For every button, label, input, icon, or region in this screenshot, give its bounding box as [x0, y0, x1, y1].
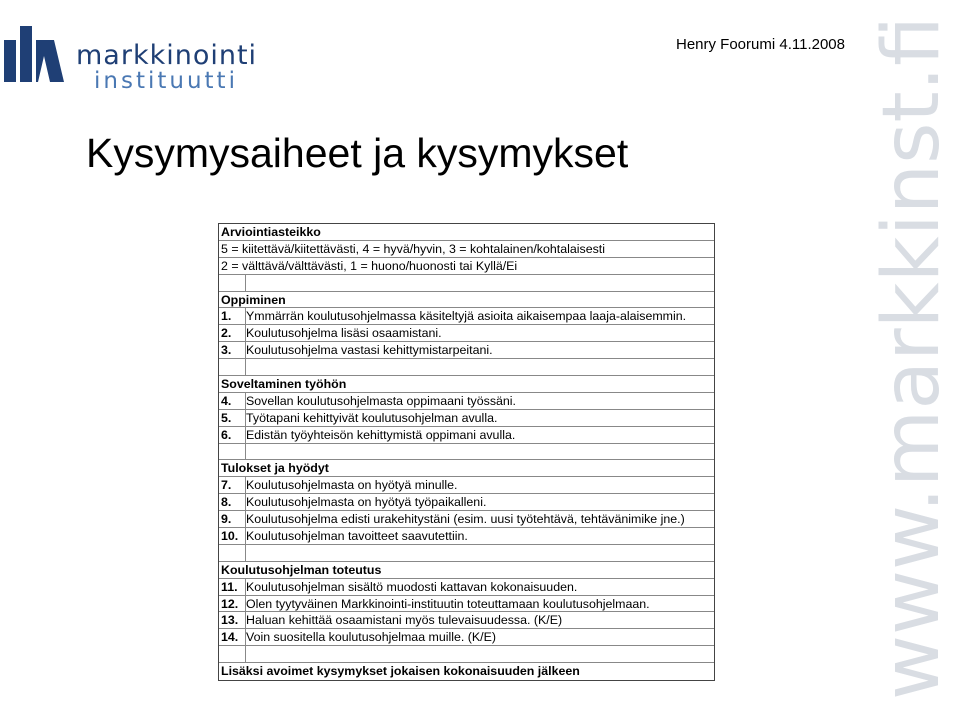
footer-row — [219, 663, 714, 680]
question-number: 14. — [219, 629, 246, 645]
question-row — [219, 325, 714, 342]
scale-heading-row — [219, 224, 714, 241]
section-heading-row — [219, 292, 714, 309]
question-table — [218, 223, 715, 681]
logo-text-line1: markkinointi — [76, 40, 258, 71]
question-row — [219, 393, 714, 410]
blank-row — [219, 359, 714, 376]
logo-mark-icon — [4, 26, 64, 82]
question-row — [219, 342, 714, 359]
question-text: Koulutusohjelma vastasi kehittymistarpeitani. — [246, 343, 493, 358]
question-row — [219, 612, 714, 629]
blank-cell — [246, 444, 714, 460]
question-text: Työtapani kehittyivät koulutusohjelman avulla. — [246, 410, 498, 425]
question-row — [219, 477, 714, 494]
question-text: Koulutusohjelmasta on hyötyä minulle. — [246, 478, 458, 493]
blank-cell — [219, 275, 246, 291]
logo — [4, 20, 258, 94]
blank-cell — [246, 275, 714, 291]
question-number: 13. — [219, 612, 246, 628]
blank-row — [219, 646, 714, 663]
section-heading: Tulokset ja hyödyt — [221, 461, 329, 476]
scale-line-row — [219, 241, 714, 258]
scale-line-1: 5 = kiitettävä/kiitettävästi, 4 = hyvä/hyvin, 3 = kohtalainen/kohtalaisesti — [221, 241, 605, 256]
question-number: 1. — [219, 308, 246, 324]
blank-cell — [219, 444, 246, 460]
question-number: 4. — [219, 393, 246, 409]
footer-heading: Lisäksi avoimet kysymykset jokaisen kokonaisuuden jälkeen — [221, 664, 580, 679]
question-text: Koulutusohjelman sisältö muodosti kattavan kokonaisuuden. — [246, 579, 578, 594]
question-number: 8. — [219, 494, 246, 510]
question-row — [219, 528, 714, 545]
question-number: 7. — [219, 477, 246, 493]
question-number: 5. — [219, 410, 246, 426]
scale-heading: Arviointiasteikko — [221, 225, 321, 239]
watermark-text: www.markkinst.fi — [867, 28, 957, 700]
section-heading-row — [219, 562, 714, 579]
page-title: Kysymysaiheet ja kysymykset — [86, 130, 629, 176]
question-text: Voin suositella koulutusohjelmaa muille. (K/E) — [246, 630, 497, 645]
website-watermark — [867, 8, 957, 708]
blank-row — [219, 444, 714, 461]
question-row — [219, 596, 714, 613]
event-label: Henry Foorumi 4.11.2008 — [676, 36, 845, 53]
question-text: Koulutusohjelma edisti urakehitystäni (esim. uusi työtehtävä, tehtävänimike jne.) — [246, 512, 685, 527]
question-row — [219, 410, 714, 427]
scale-line-row — [219, 258, 714, 275]
question-text: Edistän työyhteisön kehittymistä oppimani avulla. — [246, 427, 516, 442]
question-text: Koulutusohjelma lisäsi osaamistani. — [246, 326, 442, 341]
question-number: 9. — [219, 511, 246, 527]
section-heading-row — [219, 376, 714, 393]
blank-cell — [219, 545, 246, 561]
question-number: 3. — [219, 342, 246, 358]
question-text: Koulutusohjelmasta on hyötyä työpaikalleni. — [246, 495, 487, 510]
logo-text-line2: instituutti — [94, 68, 238, 94]
blank-cell — [219, 359, 246, 375]
question-number: 6. — [219, 427, 246, 443]
question-text: Sovellan koulutusohjelmasta oppimaani työssäni. — [246, 393, 516, 408]
question-number: 10. — [219, 528, 246, 544]
question-text: Haluan kehittää osaamistani myös tulevaisuudessa. (K/E) — [246, 613, 563, 628]
question-number: 11. — [219, 579, 246, 595]
question-row — [219, 494, 714, 511]
question-text: Koulutusohjelman tavoitteet saavutettiin. — [246, 529, 468, 544]
question-row — [219, 511, 714, 528]
scale-line-2: 2 = välttävä/välttävästi, 1 = huono/huonosti tai Kyllä/Ei — [221, 258, 518, 273]
blank-row — [219, 545, 714, 562]
question-row — [219, 579, 714, 596]
blank-row — [219, 275, 714, 292]
blank-cell — [246, 545, 714, 561]
question-row — [219, 427, 714, 444]
question-row — [219, 629, 714, 646]
section-heading: Koulutusohjelman toteutus — [221, 562, 382, 577]
section-heading-row — [219, 460, 714, 477]
question-number: 12. — [219, 596, 246, 612]
question-text: Olen tyytyväinen Markkinointi-instituutin toteuttamaan koulutusohjelmaan. — [246, 596, 650, 611]
question-row — [219, 308, 714, 325]
question-number: 2. — [219, 325, 246, 341]
question-text: Ymmärrän koulutusohjelmassa käsiteltyjä asioita aikaisempaa laaja-alaisemmin. — [246, 309, 687, 324]
section-heading: Oppiminen — [221, 292, 286, 307]
blank-cell — [219, 646, 246, 662]
blank-cell — [246, 646, 714, 662]
section-heading: Soveltaminen työhön — [221, 377, 347, 392]
blank-cell — [246, 359, 714, 375]
